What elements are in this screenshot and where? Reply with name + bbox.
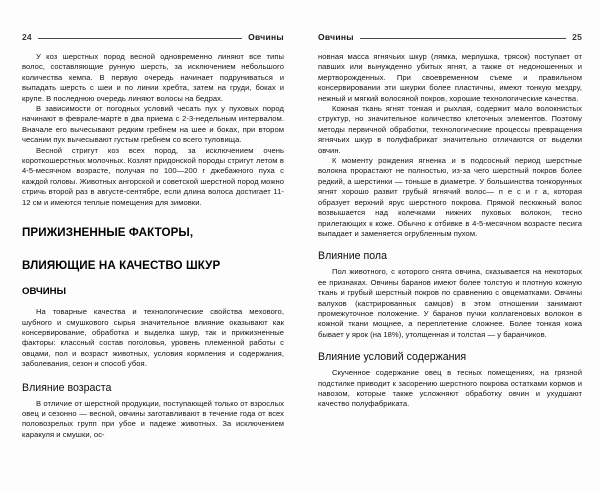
- right-running-title: Овчины: [318, 32, 354, 42]
- paragraph: К моменту рождения ягненка и в подсосный период шерстные волокна прорастают не полностью, из-за чего шерстный покров более редкий, а шерстинки — тоньше в диаметре. У большинства тонкорунных ягнят хорошо развит грубый ягнячий волос— п е с и г а, которая образует верхний ярус шерстного покрова. Прямой песюжный волос возвышается над колечками нижних пуховых волокон, тесно прилегающих к коже. Обычно к отбивке в 4-5-месячном возрасте песига выпадает и заменяется огрубленным пухом.: [318, 156, 582, 238]
- section-heading-sex: Влияние пола: [318, 250, 387, 263]
- right-page: [300, 0, 600, 493]
- paragraph: новная масса ягнячьих шкур (лямка, мерлушка, трясок) поступает от павших или вынужденно убитых ягнят, а также от недоношенных и мертворожденных. При своевременном съеме и правильном консервировании эти шкурки более пластичны, имеют тонкую мездру, нежный и мягкий волосяной покров, хорошие технологические качества.: [318, 52, 582, 103]
- left-running-head: [22, 26, 284, 42]
- paragraph: В зависимости от погодных условий чесать пух у пуховых пород начинают в феврале-марте в два приема с 2-3-недельным интервалом. Вначале его вычесывают редким гребнем на шее и боках, при втором чесании пух вычесывают густым гребнем со всего туловища.: [22, 104, 284, 145]
- paragraph: В отличие от шерстной продукции, поступающей только от взрослых овец и сезонно — весной, овчины заготавливают в течение года от всех половозрелых групп при убое и падеже животных. За исключением каракуля и смушки, ос-: [22, 398, 284, 439]
- section-heading-age: Влияние возраста: [22, 381, 112, 394]
- section-heading-housing: Влияние условий содержания: [318, 351, 467, 364]
- paragraph: У коз шерстных пород весной одновременно линяют все типы волос, составляющие рунную шерсть, за исключением небольшого количества кемпа. В первую очередь начинает подруниваться и выпадать шерсть с шеи и по линии хребта, затем на груди, боках и крупе. В последнюю очередь линяют волосы на бедрах.: [22, 52, 284, 103]
- right-page-number: 25: [572, 32, 582, 42]
- paragraph: Кожная ткань ягнят тонкая и рыхлая, содержит мало волокнистых структур, но значительное количество клеточных элементов. Поэтому методы первичной обработки, технологические процессы превращения ягнячьих шкур в полуфабрикат значительно отличаются от выделки овчин.: [318, 104, 582, 155]
- left-head-rule: [38, 38, 242, 39]
- left-page-number: 24: [22, 32, 32, 42]
- paragraph: Весной стригут коз всех пород, за исключением очень короткошерстных молочных. Козлят придонской породы стригут летом в 4-5-месячном возрасте, получая по 100—200 г джебажного пуха с каждой головы. Животных ангорской и советской шерстной пород можно стричь второй раз в августе-сентябре, если длина волоса достигает 11-12 см и имеются теплые помещения для зимовки.: [22, 145, 284, 207]
- left-running-title: Овчины: [248, 32, 284, 42]
- subchapter-title: ОВЧИНЫ: [22, 286, 66, 298]
- right-running-head: [318, 26, 582, 42]
- paragraph: Пол животного, с которого снята овчина, сказывается на некоторых ее признаках. Овчины баранов имеют более толстую и плотную кожную ткань и грубый шерстный покров по сравнению с овцематками. Овчины валухов (кастрированных самцов) в этом отношении занимают промежуточное положение. У баранов пучки коллагеновых волокон в кожной ткани мощнее, а переплетение сложнее. Более тонкая кожа бывает у ярок (на 18%), утолщенная и толстая — у баранчиков.: [318, 267, 582, 339]
- right-head-rule: [360, 38, 566, 39]
- paragraph: На товарные качества и технологические свойства мехового, шубного и смушкового сырья значительное влияние оказывают как консервирование, обработка и выделка шкур, так и прижизненные факторы: классный состав поголовья, уровень племенной работы с овцами, пол и возраст животных, условия кормления и содержания, заболевания, сезон и способ убоя.: [22, 307, 284, 369]
- paragraph: Скученное содержание овец в тесных помещениях, на грязной подстилке приводит к засорению шерстного покрова остатками кормов и навозом, которые также усложняют обработку овчин и ухудшают качество полуфабриката.: [318, 368, 582, 409]
- chapter-title-line-1: ПРИЖИЗНЕННЫЕ ФАКТОРЫ,: [22, 226, 194, 240]
- chapter-title-line-2: ВЛИЯЮЩИЕ НА КАЧЕСТВО ШКУР: [22, 258, 221, 272]
